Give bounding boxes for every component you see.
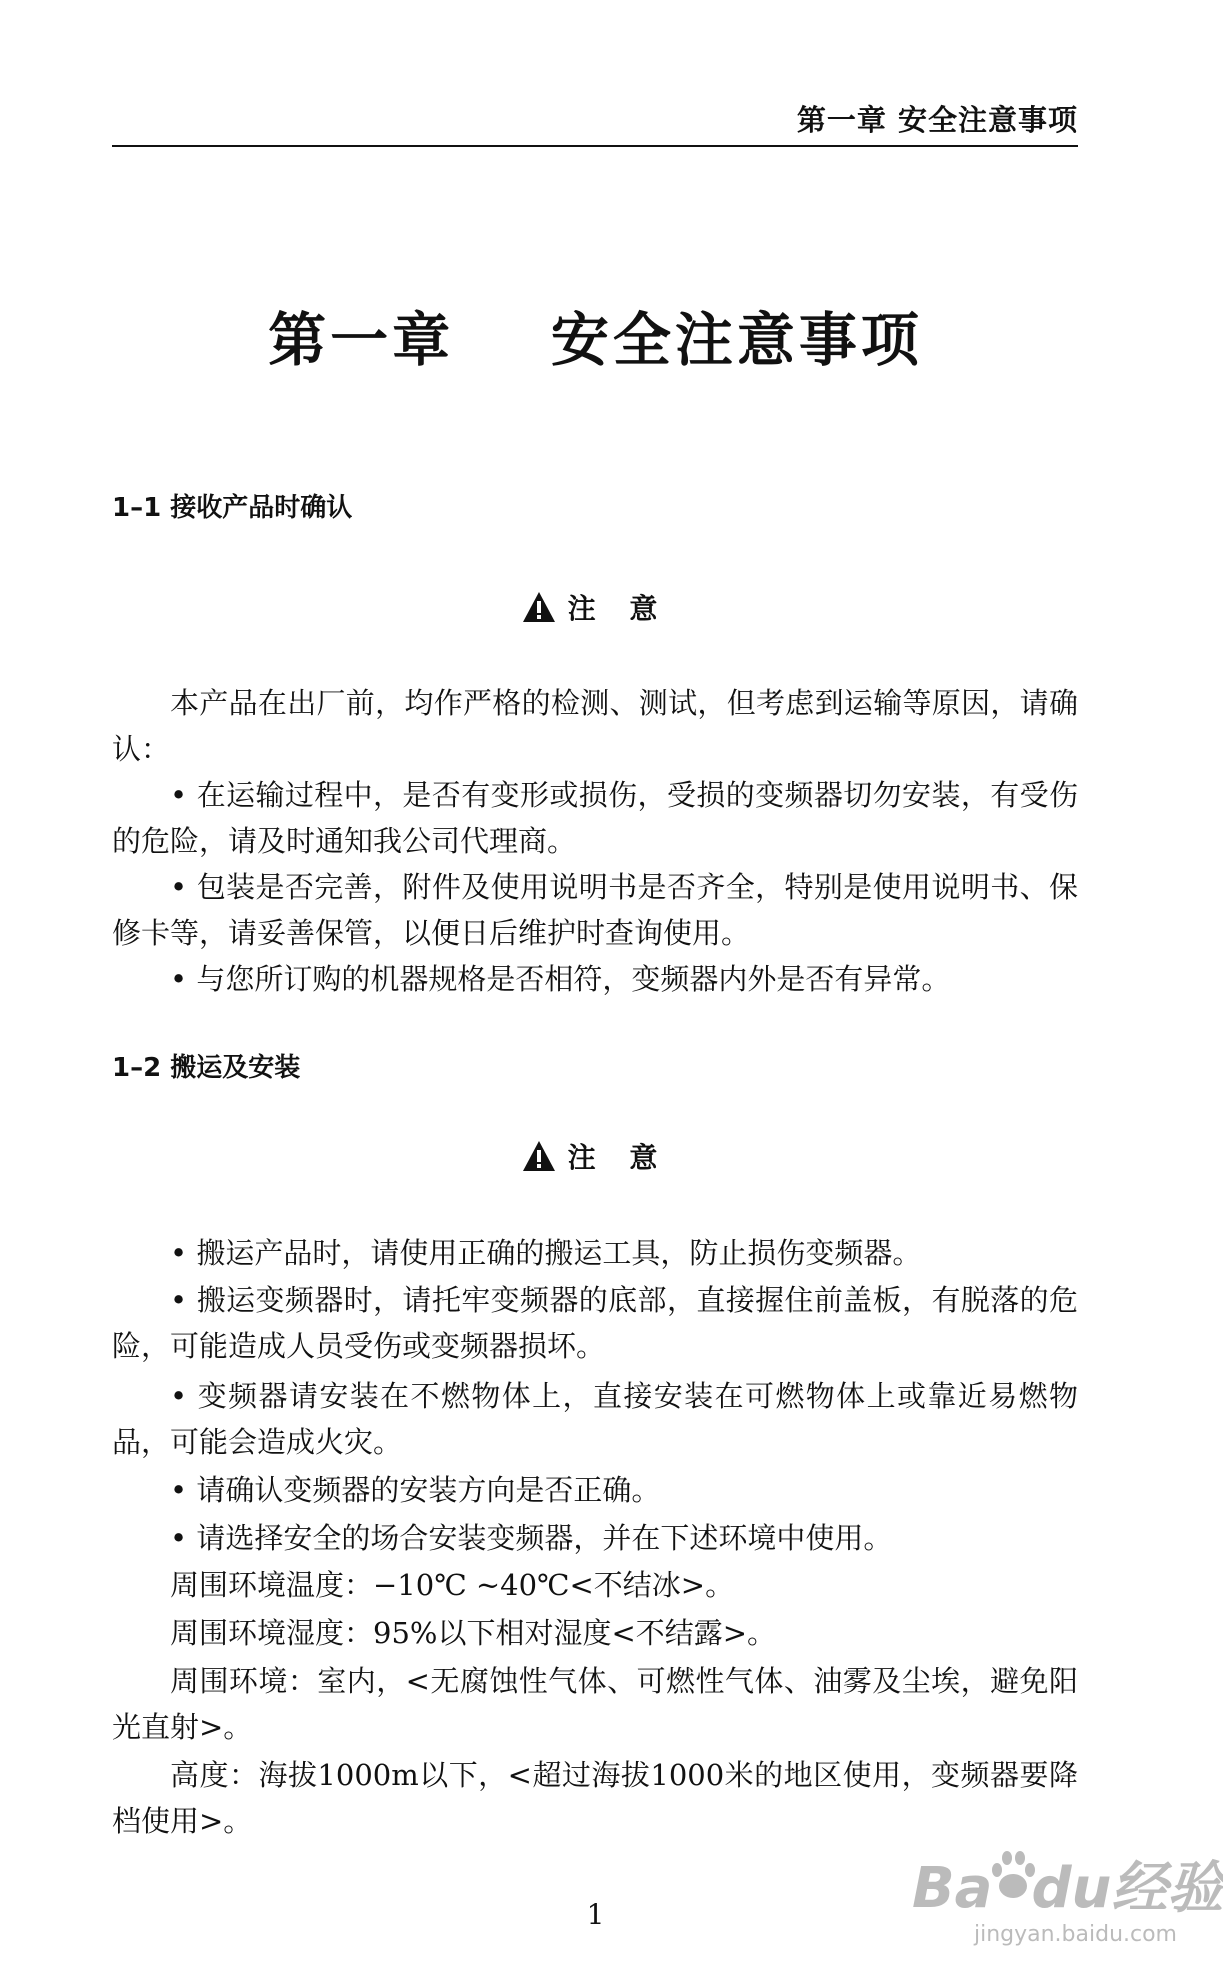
environment-humidity: 周围环境湿度：95%以下相对湿度<不结露>。 bbox=[170, 1616, 777, 1650]
bullet-item: • 请选择安全的场合安装变频器，并在下述环境中使用。 bbox=[170, 1521, 893, 1555]
page-number: 1 bbox=[586, 1898, 605, 1931]
watermark-url: jingyan.baidu.com bbox=[973, 1922, 1177, 1947]
chapter-title: 第一章 安全注意事项 bbox=[268, 306, 923, 374]
header-rule bbox=[112, 145, 1078, 147]
section-heading-1-1: 1–1 接收产品时确认 bbox=[112, 493, 353, 523]
bullet-item: • 包装是否完善，附件及使用说明书是否齐全，特别是使用说明书、保修卡等，请妥善保管，以便日后维护时查询使用。 bbox=[112, 870, 1078, 950]
bullet-item: • 在运输过程中，是否有变形或损伤，受损的变频器切勿安装，有受伤的危险，请及时通知我公司代理商。 bbox=[112, 778, 1078, 858]
environment-altitude: 高度：海拔1000m以下，<超过海拔1000米的地区使用，变频器要降档使用>。 bbox=[112, 1758, 1078, 1838]
bullet-item: • 搬运产品时，请使用正确的搬运工具，防止损伤变频器。 bbox=[170, 1236, 922, 1270]
running-header: 第一章 安全注意事项 bbox=[796, 103, 1078, 137]
bullet-item: • 与您所订购的机器规格是否相符，变频器内外是否有异常。 bbox=[170, 962, 951, 996]
environment-conditions: 周围环境：室内，<无腐蚀性气体、可燃性气体、油雾及尘埃，避免阳光直射>。 bbox=[112, 1664, 1078, 1744]
caution-label: 注 意 bbox=[567, 592, 670, 625]
bullet-item: • 请确认变频器的安装方向是否正确。 bbox=[170, 1473, 661, 1507]
bullet-item: • 搬运变频器时，请托牢变频器的底部，直接握住前盖板，有脱落的危险，可能造成人员受伤或变频器损坏。 bbox=[112, 1283, 1078, 1363]
paw-logo-icon bbox=[990, 1848, 1036, 1904]
bullet-item: • 变频器请安装在不燃物体上，直接安装在可燃物体上或靠近易燃物品，可能会造成火灾。 bbox=[112, 1379, 1078, 1459]
caution-notice-1 bbox=[0, 589, 1191, 629]
caution-notice-2 bbox=[0, 1138, 1191, 1178]
paragraph: 本产品在出厂前，均作严格的检测、测试，但考虑到运输等原因，请确认： bbox=[112, 686, 1078, 766]
environment-temperature: 周围环境温度：−10℃ ~40℃<不结冰>。 bbox=[170, 1568, 735, 1602]
baidu-jingyan-watermark: Ba du经验 jingyan.baidu.com bbox=[912, 1838, 1177, 1968]
warning-triangle-icon bbox=[522, 1140, 556, 1172]
caution-label: 注 意 bbox=[567, 1141, 670, 1174]
warning-triangle-icon bbox=[522, 591, 556, 623]
section-heading-1-2: 1–2 搬运及安装 bbox=[112, 1053, 301, 1083]
